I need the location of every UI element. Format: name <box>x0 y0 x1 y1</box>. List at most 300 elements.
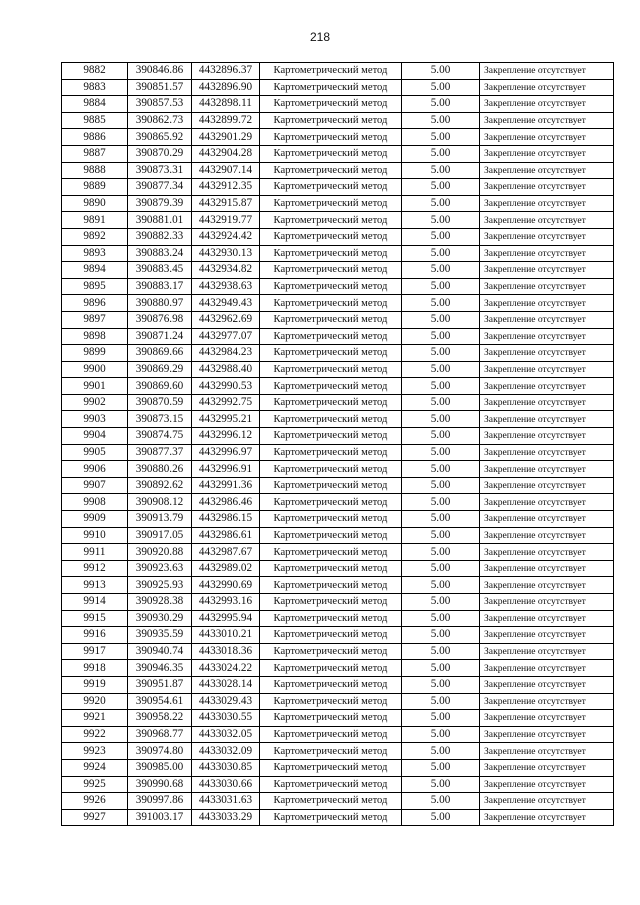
cell-y-coordinate: 4432896.37 <box>192 63 260 80</box>
cell-method: Картометрический метод <box>260 361 402 378</box>
cell-point-number: 9912 <box>62 560 128 577</box>
cell-accuracy: 5.00 <box>402 809 480 826</box>
cell-y-coordinate: 4432901.29 <box>192 129 260 146</box>
cell-x-coordinate: 390883.24 <box>128 245 192 262</box>
cell-method: Картометрический метод <box>260 378 402 395</box>
cell-fixation-note: Закрепление отсутствует <box>480 594 614 611</box>
cell-y-coordinate: 4433028.14 <box>192 676 260 693</box>
cell-accuracy: 5.00 <box>402 262 480 279</box>
cell-fixation-note: Закрепление отсутствует <box>480 245 614 262</box>
cell-point-number: 9901 <box>62 378 128 395</box>
cell-x-coordinate: 390873.15 <box>128 411 192 428</box>
cell-point-number: 9893 <box>62 245 128 262</box>
cell-y-coordinate: 4432904.28 <box>192 145 260 162</box>
cell-point-number: 9924 <box>62 759 128 776</box>
cell-point-number: 9919 <box>62 676 128 693</box>
cell-accuracy: 5.00 <box>402 411 480 428</box>
cell-x-coordinate: 390974.80 <box>128 743 192 760</box>
cell-fixation-note: Закрепление отсутствует <box>480 809 614 826</box>
cell-x-coordinate: 390869.60 <box>128 378 192 395</box>
cell-accuracy: 5.00 <box>402 577 480 594</box>
cell-method: Картометрический метод <box>260 345 402 362</box>
cell-method: Картометрический метод <box>260 743 402 760</box>
cell-fixation-note: Закрепление отсутствует <box>480 179 614 196</box>
cell-accuracy: 5.00 <box>402 444 480 461</box>
cell-y-coordinate: 4433030.66 <box>192 776 260 793</box>
cell-point-number: 9927 <box>62 809 128 826</box>
table-row <box>62 676 614 693</box>
cell-method: Картометрический метод <box>260 311 402 328</box>
cell-method: Картометрический метод <box>260 477 402 494</box>
cell-y-coordinate: 4432924.42 <box>192 228 260 245</box>
cell-x-coordinate: 390892.62 <box>128 477 192 494</box>
cell-point-number: 9908 <box>62 494 128 511</box>
cell-y-coordinate: 4432912.35 <box>192 179 260 196</box>
cell-method: Картометрический метод <box>260 394 402 411</box>
table-row <box>62 594 614 611</box>
cell-x-coordinate: 390869.29 <box>128 361 192 378</box>
cell-x-coordinate: 390870.29 <box>128 145 192 162</box>
cell-y-coordinate: 4432986.46 <box>192 494 260 511</box>
cell-fixation-note: Закрепление отсутствует <box>480 544 614 561</box>
table-row <box>62 610 614 627</box>
cell-accuracy: 5.00 <box>402 710 480 727</box>
cell-x-coordinate: 390870.59 <box>128 394 192 411</box>
cell-accuracy: 5.00 <box>402 776 480 793</box>
cell-method: Картометрический метод <box>260 195 402 212</box>
cell-y-coordinate: 4433018.36 <box>192 643 260 660</box>
cell-fixation-note: Закрепление отсутствует <box>480 195 614 212</box>
cell-accuracy: 5.00 <box>402 676 480 693</box>
cell-y-coordinate: 4432930.13 <box>192 245 260 262</box>
table-row <box>62 345 614 362</box>
table-row <box>62 511 614 528</box>
cell-point-number: 9900 <box>62 361 128 378</box>
cell-accuracy: 5.00 <box>402 544 480 561</box>
cell-y-coordinate: 4432899.72 <box>192 112 260 129</box>
cell-y-coordinate: 4433030.85 <box>192 759 260 776</box>
cell-point-number: 9905 <box>62 444 128 461</box>
cell-method: Картометрический метод <box>260 793 402 810</box>
cell-accuracy: 5.00 <box>402 79 480 96</box>
cell-fixation-note: Закрепление отсутствует <box>480 212 614 229</box>
cell-y-coordinate: 4432938.63 <box>192 278 260 295</box>
table-row <box>62 759 614 776</box>
cell-fixation-note: Закрепление отсутствует <box>480 228 614 245</box>
table-row <box>62 112 614 129</box>
table-row <box>62 693 614 710</box>
cell-accuracy: 5.00 <box>402 627 480 644</box>
table-row <box>62 411 614 428</box>
cell-x-coordinate: 390857.53 <box>128 96 192 113</box>
cell-point-number: 9896 <box>62 295 128 312</box>
cell-y-coordinate: 4432934.82 <box>192 262 260 279</box>
cell-y-coordinate: 4432992.75 <box>192 394 260 411</box>
cell-fixation-note: Закрепление отсутствует <box>480 295 614 312</box>
cell-point-number: 9884 <box>62 96 128 113</box>
cell-accuracy: 5.00 <box>402 245 480 262</box>
cell-method: Картометрический метод <box>260 759 402 776</box>
cell-x-coordinate: 390883.45 <box>128 262 192 279</box>
cell-accuracy: 5.00 <box>402 63 480 80</box>
cell-method: Картометрический метод <box>260 643 402 660</box>
cell-fixation-note: Закрепление отсутствует <box>480 378 614 395</box>
table-row <box>62 278 614 295</box>
cell-accuracy: 5.00 <box>402 660 480 677</box>
cell-fixation-note: Закрепление отсутствует <box>480 145 614 162</box>
cell-accuracy: 5.00 <box>402 743 480 760</box>
cell-point-number: 9925 <box>62 776 128 793</box>
cell-accuracy: 5.00 <box>402 345 480 362</box>
cell-x-coordinate: 390946.35 <box>128 660 192 677</box>
cell-y-coordinate: 4432984.23 <box>192 345 260 362</box>
cell-accuracy: 5.00 <box>402 361 480 378</box>
cell-accuracy: 5.00 <box>402 726 480 743</box>
cell-y-coordinate: 4433030.55 <box>192 710 260 727</box>
cell-x-coordinate: 390928.38 <box>128 594 192 611</box>
cell-y-coordinate: 4432990.53 <box>192 378 260 395</box>
table-row <box>62 643 614 660</box>
table-row <box>62 328 614 345</box>
table-row <box>62 195 614 212</box>
cell-x-coordinate: 390882.33 <box>128 228 192 245</box>
cell-x-coordinate: 390879.39 <box>128 195 192 212</box>
cell-point-number: 9923 <box>62 743 128 760</box>
cell-x-coordinate: 390874.75 <box>128 428 192 445</box>
cell-y-coordinate: 4432996.91 <box>192 461 260 478</box>
cell-point-number: 9916 <box>62 627 128 644</box>
table-row <box>62 262 614 279</box>
table-row <box>62 660 614 677</box>
cell-method: Картометрический метод <box>260 96 402 113</box>
cell-accuracy: 5.00 <box>402 378 480 395</box>
cell-accuracy: 5.00 <box>402 295 480 312</box>
cell-fixation-note: Закрепление отсутствует <box>480 726 614 743</box>
table-row <box>62 63 614 80</box>
page-number: 218 <box>309 30 331 44</box>
cell-point-number: 9890 <box>62 195 128 212</box>
table-row <box>62 477 614 494</box>
cell-point-number: 9885 <box>62 112 128 129</box>
cell-method: Картометрический метод <box>260 245 402 262</box>
cell-x-coordinate: 390873.31 <box>128 162 192 179</box>
cell-accuracy: 5.00 <box>402 162 480 179</box>
cell-method: Картометрический метод <box>260 79 402 96</box>
coordinates-table-body <box>62 63 614 826</box>
table-row <box>62 361 614 378</box>
cell-method: Картометрический метод <box>260 145 402 162</box>
cell-accuracy: 5.00 <box>402 494 480 511</box>
cell-x-coordinate: 390877.34 <box>128 179 192 196</box>
cell-fixation-note: Закрепление отсутствует <box>480 428 614 445</box>
cell-y-coordinate: 4433031.63 <box>192 793 260 810</box>
cell-x-coordinate: 390954.61 <box>128 693 192 710</box>
cell-x-coordinate: 390876.98 <box>128 311 192 328</box>
cell-y-coordinate: 4432949.43 <box>192 295 260 312</box>
cell-y-coordinate: 4432995.94 <box>192 610 260 627</box>
cell-fixation-note: Закрепление отсутствует <box>480 527 614 544</box>
cell-accuracy: 5.00 <box>402 112 480 129</box>
cell-method: Картометрический метод <box>260 494 402 511</box>
cell-point-number: 9907 <box>62 477 128 494</box>
cell-y-coordinate: 4433032.09 <box>192 743 260 760</box>
cell-method: Картометрический метод <box>260 660 402 677</box>
cell-x-coordinate: 390846.86 <box>128 63 192 80</box>
cell-method: Картометрический метод <box>260 726 402 743</box>
cell-x-coordinate: 390935.59 <box>128 627 192 644</box>
table-row <box>62 544 614 561</box>
cell-point-number: 9882 <box>62 63 128 80</box>
cell-accuracy: 5.00 <box>402 129 480 146</box>
cell-x-coordinate: 390865.92 <box>128 129 192 146</box>
table-row <box>62 560 614 577</box>
cell-point-number: 9899 <box>62 345 128 362</box>
cell-method: Картометрический метод <box>260 212 402 229</box>
table-row <box>62 295 614 312</box>
cell-fixation-note: Закрепление отсутствует <box>480 693 614 710</box>
cell-point-number: 9922 <box>62 726 128 743</box>
cell-method: Картометрический метод <box>260 262 402 279</box>
cell-point-number: 9926 <box>62 793 128 810</box>
cell-point-number: 9913 <box>62 577 128 594</box>
cell-x-coordinate: 390985.00 <box>128 759 192 776</box>
cell-y-coordinate: 4432995.21 <box>192 411 260 428</box>
cell-point-number: 9897 <box>62 311 128 328</box>
table-row <box>62 145 614 162</box>
table-row <box>62 311 614 328</box>
cell-point-number: 9904 <box>62 428 128 445</box>
cell-accuracy: 5.00 <box>402 693 480 710</box>
cell-y-coordinate: 4432915.87 <box>192 195 260 212</box>
cell-accuracy: 5.00 <box>402 96 480 113</box>
cell-method: Картометрический метод <box>260 527 402 544</box>
cell-fixation-note: Закрепление отсутствует <box>480 79 614 96</box>
cell-accuracy: 5.00 <box>402 759 480 776</box>
cell-method: Картометрический метод <box>260 560 402 577</box>
cell-accuracy: 5.00 <box>402 145 480 162</box>
cell-point-number: 9888 <box>62 162 128 179</box>
cell-method: Картометрический метод <box>260 278 402 295</box>
cell-y-coordinate: 4432990.69 <box>192 577 260 594</box>
cell-x-coordinate: 390880.26 <box>128 461 192 478</box>
cell-fixation-note: Закрепление отсутствует <box>480 63 614 80</box>
cell-x-coordinate: 390880.97 <box>128 295 192 312</box>
cell-method: Картометрический метод <box>260 594 402 611</box>
cell-fixation-note: Закрепление отсутствует <box>480 444 614 461</box>
cell-x-coordinate: 390913.79 <box>128 511 192 528</box>
cell-method: Картометрический метод <box>260 461 402 478</box>
cell-y-coordinate: 4432898.11 <box>192 96 260 113</box>
cell-point-number: 9918 <box>62 660 128 677</box>
cell-method: Картометрический метод <box>260 577 402 594</box>
cell-x-coordinate: 390920.88 <box>128 544 192 561</box>
table-row <box>62 461 614 478</box>
cell-method: Картометрический метод <box>260 428 402 445</box>
cell-fixation-note: Закрепление отсутствует <box>480 112 614 129</box>
cell-fixation-note: Закрепление отсутствует <box>480 759 614 776</box>
cell-fixation-note: Закрепление отсутствует <box>480 793 614 810</box>
cell-x-coordinate: 390869.66 <box>128 345 192 362</box>
cell-point-number: 9887 <box>62 145 128 162</box>
table-row <box>62 776 614 793</box>
cell-accuracy: 5.00 <box>402 428 480 445</box>
cell-fixation-note: Закрепление отсутствует <box>480 477 614 494</box>
cell-fixation-note: Закрепление отсутствует <box>480 361 614 378</box>
cell-y-coordinate: 4432987.67 <box>192 544 260 561</box>
cell-method: Картометрический метод <box>260 129 402 146</box>
cell-x-coordinate: 390951.87 <box>128 676 192 693</box>
cell-method: Картометрический метод <box>260 295 402 312</box>
cell-method: Картометрический метод <box>260 710 402 727</box>
table-row <box>62 79 614 96</box>
cell-fixation-note: Закрепление отсутствует <box>480 660 614 677</box>
cell-x-coordinate: 390923.63 <box>128 560 192 577</box>
cell-point-number: 9914 <box>62 594 128 611</box>
cell-point-number: 9911 <box>62 544 128 561</box>
cell-fixation-note: Закрепление отсутствует <box>480 710 614 727</box>
cell-accuracy: 5.00 <box>402 511 480 528</box>
table-row <box>62 726 614 743</box>
cell-point-number: 9915 <box>62 610 128 627</box>
cell-point-number: 9895 <box>62 278 128 295</box>
cell-fixation-note: Закрепление отсутствует <box>480 676 614 693</box>
cell-fixation-note: Закрепление отсутствует <box>480 494 614 511</box>
cell-x-coordinate: 390877.37 <box>128 444 192 461</box>
cell-fixation-note: Закрепление отсутствует <box>480 643 614 660</box>
cell-accuracy: 5.00 <box>402 394 480 411</box>
cell-fixation-note: Закрепление отсутствует <box>480 577 614 594</box>
cell-method: Картометрический метод <box>260 776 402 793</box>
cell-y-coordinate: 4432919.77 <box>192 212 260 229</box>
cell-accuracy: 5.00 <box>402 328 480 345</box>
cell-accuracy: 5.00 <box>402 610 480 627</box>
table-row <box>62 162 614 179</box>
table-row <box>62 494 614 511</box>
cell-fixation-note: Закрепление отсутствует <box>480 560 614 577</box>
cell-accuracy: 5.00 <box>402 461 480 478</box>
table-row <box>62 627 614 644</box>
cell-point-number: 9910 <box>62 527 128 544</box>
table-row <box>62 394 614 411</box>
cell-accuracy: 5.00 <box>402 527 480 544</box>
cell-y-coordinate: 4433032.05 <box>192 726 260 743</box>
cell-fixation-note: Закрепление отсутствует <box>480 461 614 478</box>
cell-point-number: 9920 <box>62 693 128 710</box>
cell-y-coordinate: 4432962.69 <box>192 311 260 328</box>
cell-fixation-note: Закрепление отсутствует <box>480 511 614 528</box>
cell-point-number: 9898 <box>62 328 128 345</box>
cell-y-coordinate: 4432988.40 <box>192 361 260 378</box>
cell-y-coordinate: 4433029.43 <box>192 693 260 710</box>
cell-method: Картометрический метод <box>260 544 402 561</box>
cell-accuracy: 5.00 <box>402 228 480 245</box>
table-row <box>62 378 614 395</box>
cell-point-number: 9902 <box>62 394 128 411</box>
cell-x-coordinate: 391003.17 <box>128 809 192 826</box>
cell-x-coordinate: 390851.57 <box>128 79 192 96</box>
cell-method: Картометрический метод <box>260 63 402 80</box>
cell-method: Картометрический метод <box>260 179 402 196</box>
cell-fixation-note: Закрепление отсутствует <box>480 129 614 146</box>
table-row <box>62 228 614 245</box>
cell-fixation-note: Закрепление отсутствует <box>480 394 614 411</box>
cell-fixation-note: Закрепление отсутствует <box>480 743 614 760</box>
table-row <box>62 96 614 113</box>
cell-fixation-note: Закрепление отсутствует <box>480 96 614 113</box>
cell-method: Картометрический метод <box>260 228 402 245</box>
table-row <box>62 710 614 727</box>
cell-accuracy: 5.00 <box>402 560 480 577</box>
cell-accuracy: 5.00 <box>402 477 480 494</box>
cell-point-number: 9889 <box>62 179 128 196</box>
cell-method: Картометрический метод <box>260 610 402 627</box>
cell-fixation-note: Закрепление отсутствует <box>480 311 614 328</box>
cell-x-coordinate: 390917.05 <box>128 527 192 544</box>
cell-x-coordinate: 390908.12 <box>128 494 192 511</box>
table-row <box>62 577 614 594</box>
cell-y-coordinate: 4432907.14 <box>192 162 260 179</box>
table-row <box>62 428 614 445</box>
cell-method: Картометрический метод <box>260 627 402 644</box>
cell-fixation-note: Закрепление отсутствует <box>480 411 614 428</box>
cell-method: Картометрический метод <box>260 328 402 345</box>
cell-method: Картометрический метод <box>260 162 402 179</box>
cell-x-coordinate: 390958.22 <box>128 710 192 727</box>
cell-y-coordinate: 4432996.12 <box>192 428 260 445</box>
cell-y-coordinate: 4433024.22 <box>192 660 260 677</box>
table-row <box>62 245 614 262</box>
cell-fixation-note: Закрепление отсутствует <box>480 328 614 345</box>
cell-point-number: 9891 <box>62 212 128 229</box>
cell-point-number: 9886 <box>62 129 128 146</box>
cell-fixation-note: Закрепление отсутствует <box>480 345 614 362</box>
cell-point-number: 9906 <box>62 461 128 478</box>
cell-point-number: 9921 <box>62 710 128 727</box>
cell-y-coordinate: 4432986.61 <box>192 527 260 544</box>
cell-x-coordinate: 390997.86 <box>128 793 192 810</box>
cell-x-coordinate: 390881.01 <box>128 212 192 229</box>
table-row <box>62 743 614 760</box>
cell-method: Картометрический метод <box>260 809 402 826</box>
cell-fixation-note: Закрепление отсутствует <box>480 162 614 179</box>
cell-point-number: 9903 <box>62 411 128 428</box>
cell-fixation-note: Закрепление отсутствует <box>480 278 614 295</box>
cell-accuracy: 5.00 <box>402 179 480 196</box>
cell-x-coordinate: 390883.17 <box>128 278 192 295</box>
table-row <box>62 212 614 229</box>
cell-method: Картометрический метод <box>260 112 402 129</box>
cell-accuracy: 5.00 <box>402 195 480 212</box>
cell-accuracy: 5.00 <box>402 793 480 810</box>
cell-x-coordinate: 390940.74 <box>128 643 192 660</box>
cell-x-coordinate: 390871.24 <box>128 328 192 345</box>
cell-fixation-note: Закрепление отсутствует <box>480 262 614 279</box>
coordinates-table <box>61 62 614 826</box>
cell-y-coordinate: 4432991.36 <box>192 477 260 494</box>
table-row <box>62 444 614 461</box>
cell-fixation-note: Закрепление отсутствует <box>480 776 614 793</box>
cell-point-number: 9883 <box>62 79 128 96</box>
cell-y-coordinate: 4432993.16 <box>192 594 260 611</box>
cell-y-coordinate: 4432977.07 <box>192 328 260 345</box>
table-row <box>62 793 614 810</box>
table-row <box>62 179 614 196</box>
cell-x-coordinate: 390990.68 <box>128 776 192 793</box>
cell-point-number: 9917 <box>62 643 128 660</box>
cell-point-number: 9894 <box>62 262 128 279</box>
cell-fixation-note: Закрепление отсутствует <box>480 627 614 644</box>
cell-x-coordinate: 390968.77 <box>128 726 192 743</box>
